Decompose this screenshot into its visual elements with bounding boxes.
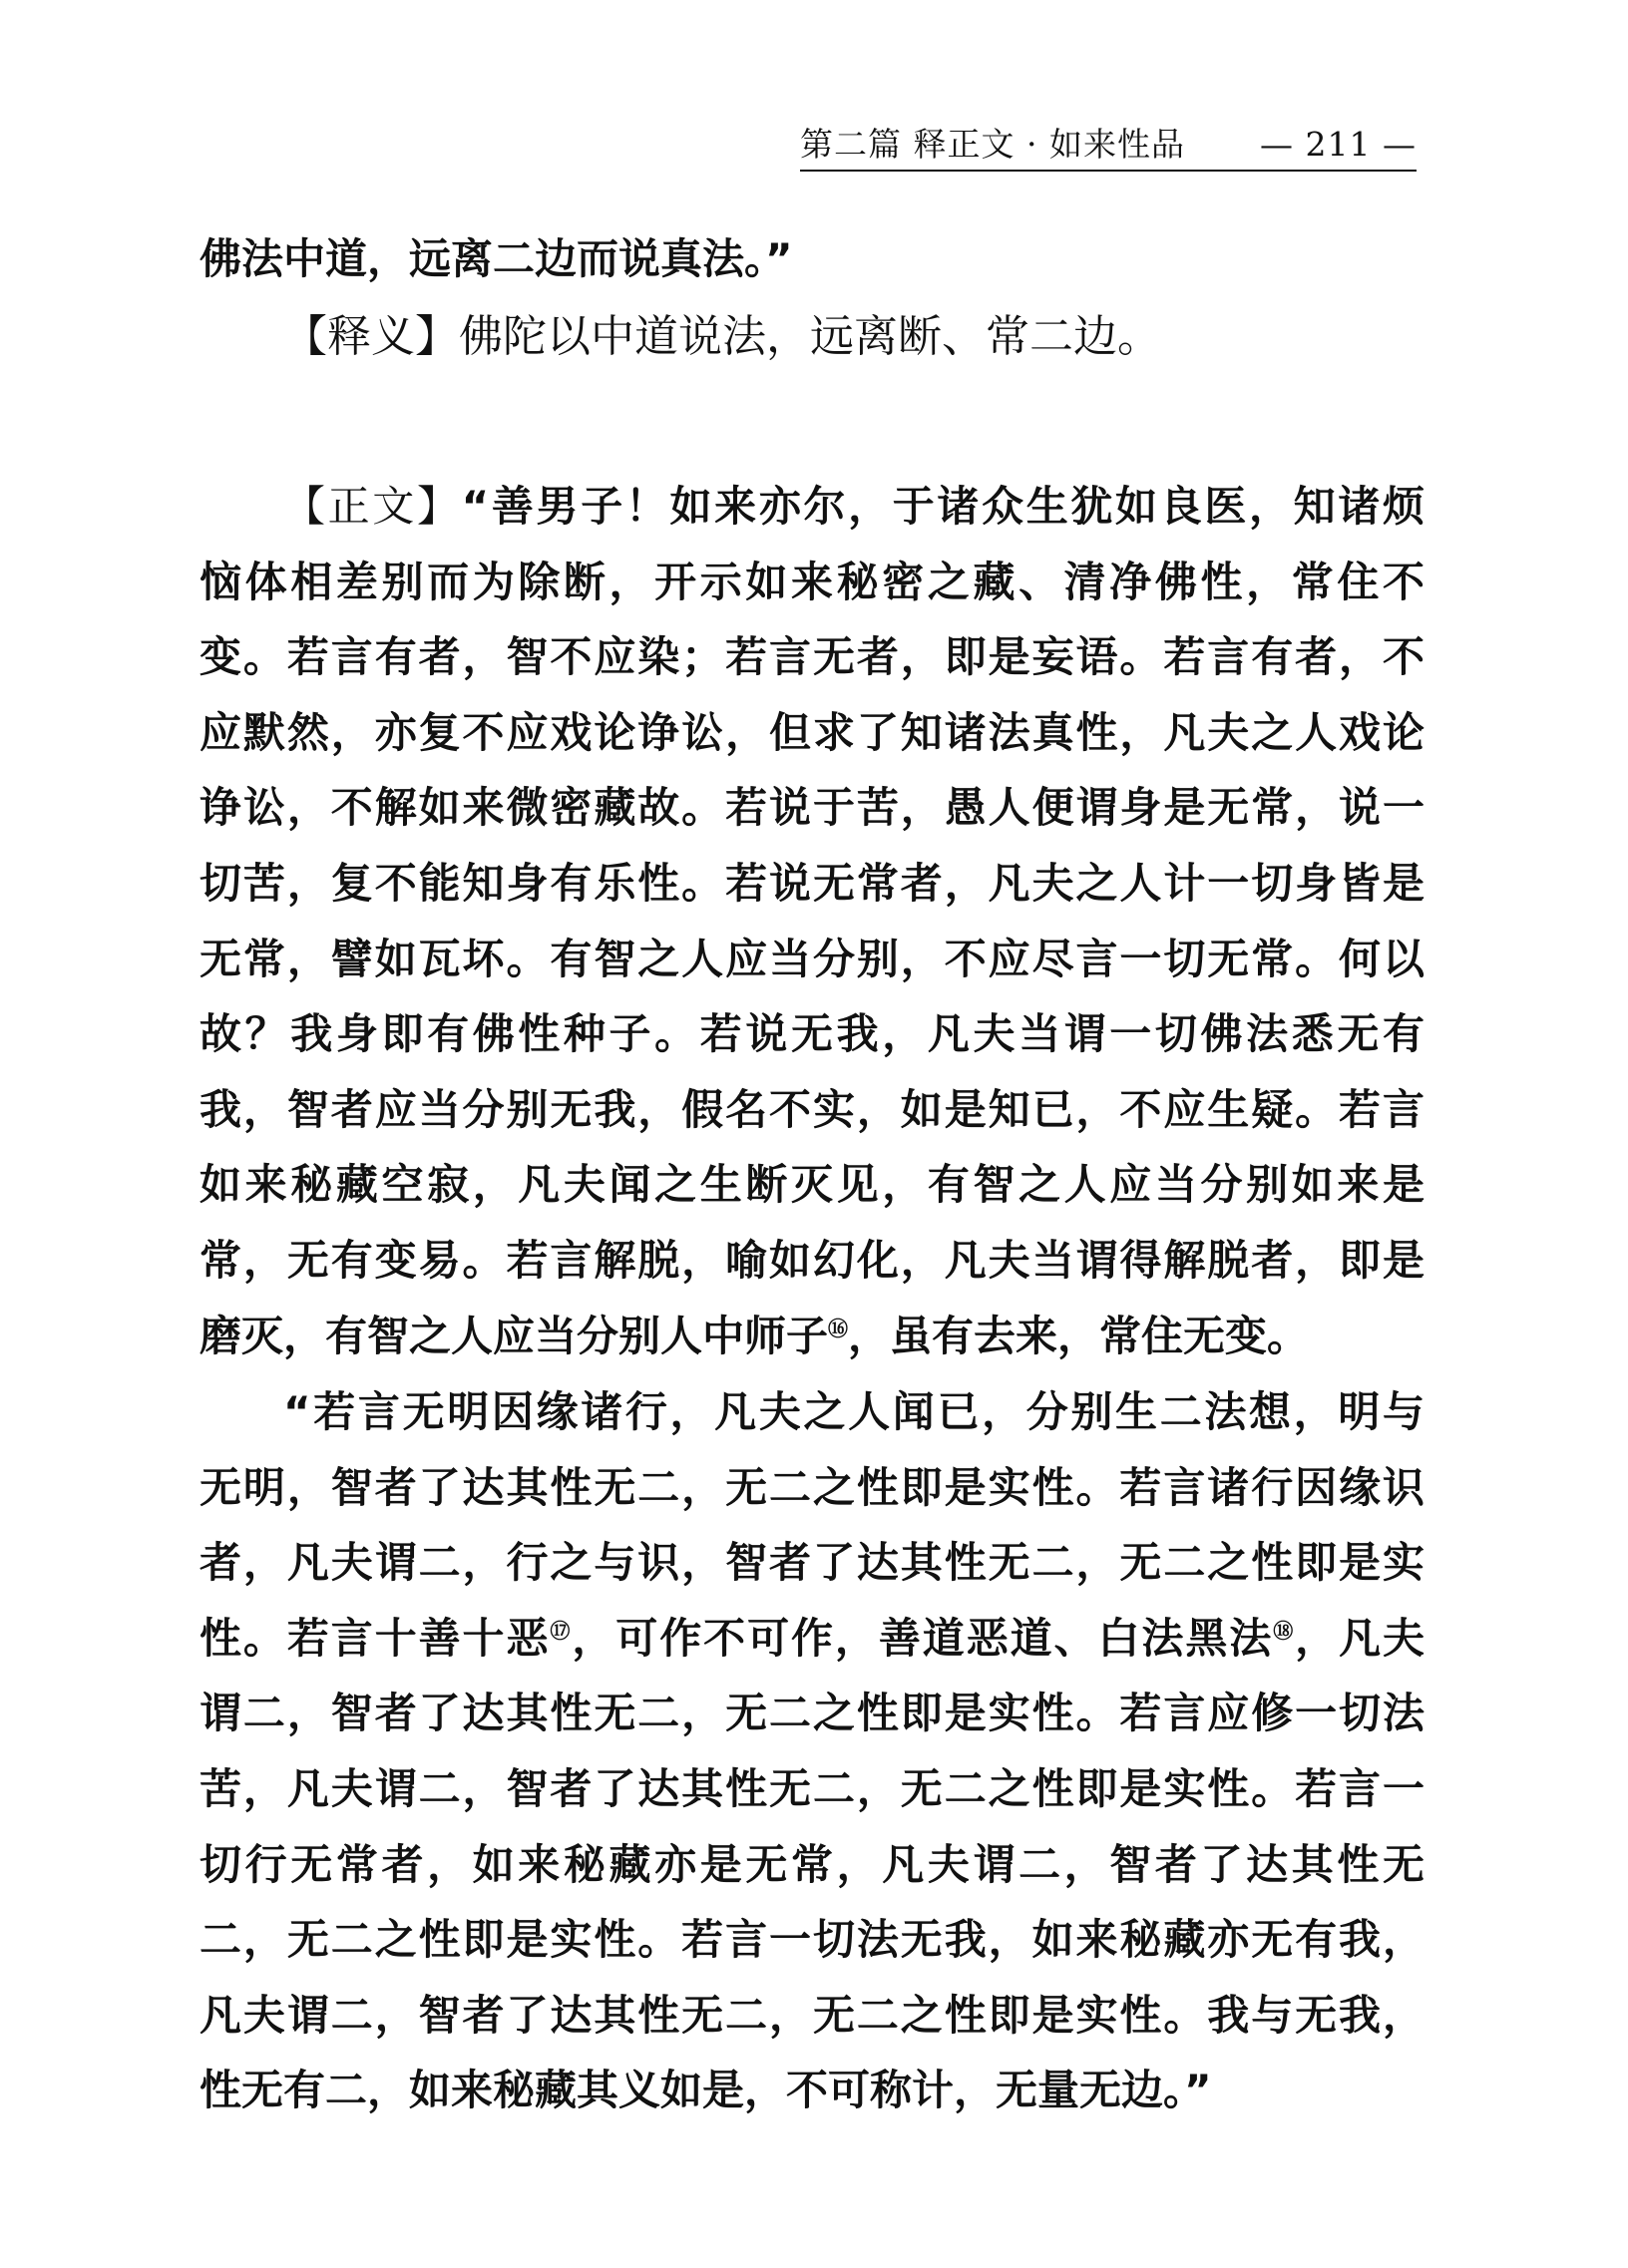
paragraph-second bbox=[200, 1374, 1424, 2128]
text-line: 佛法中道，远离二边而说真法。” bbox=[200, 234, 793, 283]
footnote-marker-18: ⑱ bbox=[1273, 1618, 1296, 1643]
explanation-line bbox=[200, 299, 1424, 375]
text-segment: ，虽有去来，常住无变。 bbox=[848, 1311, 1310, 1360]
text-line: 二，无二之性即是实性。若言一切法无我，如来秘藏亦无有我， bbox=[200, 1915, 1424, 1965]
text-line: 变。若言有者，智不应染；若言无者，即是妄语。若言有者，不 bbox=[200, 632, 1424, 682]
text-line: 切苦，复不能知身有乐性。若说无常者，凡夫之人计一切身皆是 bbox=[200, 858, 1424, 908]
running-head bbox=[800, 120, 1417, 172]
footnote-marker-17: ⑰ bbox=[550, 1618, 573, 1643]
text-line: 性无有二，如来秘藏其义如是，不可称计，无量无边。” bbox=[200, 2066, 1212, 2115]
text-line: 凡夫谓二，智者了达其性无二，无二之性即是实性。我与无我， bbox=[200, 1990, 1424, 2040]
text-line: 如来秘藏空寂，凡夫闻之生断灭见，有智之人应当分别如来是 bbox=[200, 1160, 1424, 1210]
text-line: 我，智者应当分别无我，假名不实，如是知已，不应生疑。若言 bbox=[200, 1084, 1424, 1134]
text-line: 诤讼，不解如来微密藏故。若说于苦，愚人便谓身是无常，说一 bbox=[200, 783, 1424, 833]
footnote-marker-16: ⑯ bbox=[828, 1316, 849, 1340]
main-text-marker: 【正文】 bbox=[283, 482, 462, 531]
main-text-opening: “善男子！如来亦尔，于诸众生犹如良医，知诸烦 bbox=[461, 482, 1424, 531]
text-segment: 性。若言十善十恶 bbox=[200, 1613, 551, 1663]
text-segment: ，凡夫 bbox=[1295, 1613, 1424, 1663]
running-title: 第二篇 释正文 · 如来性品 bbox=[800, 125, 1185, 164]
text-line: 常，无有变易。若言解脱，喻如幻化，凡夫当谓得解脱者，即是 bbox=[200, 1235, 1424, 1285]
text-segment: ，可作不可作，善道恶道、白法黑法 bbox=[572, 1613, 1274, 1663]
text-line bbox=[200, 1299, 1424, 1374]
text-line: 恼体相差别而为除断，开示如来秘密之藏、清净佛性，常住不 bbox=[200, 557, 1424, 606]
text-line: 无常，譬如瓦坏。有智之人应当分别，不应尽言一切无常。何以 bbox=[200, 934, 1424, 983]
text-line bbox=[200, 469, 1424, 545]
paragraph-continuation bbox=[200, 221, 1424, 297]
text-line: 无明，智者了达其性无二，无二之性即是实性。若言诸行因缘识 bbox=[200, 1462, 1424, 1512]
text-line: 故？我身即有佛性种子。若说无我，凡夫当谓一切佛法悉无有 bbox=[200, 1009, 1424, 1059]
text-line: 者，凡夫谓二，行之与识，智者了达其性无二，无二之性即是实 bbox=[200, 1538, 1424, 1588]
paragraph-main-text bbox=[200, 469, 1424, 1373]
text-line bbox=[200, 1601, 1424, 1677]
explanation-text: 佛陀以中道说法，远离断、常二边。 bbox=[459, 311, 1161, 362]
page-number: — 211 — bbox=[1260, 125, 1417, 164]
text-line: 谓二，智者了达其性无二，无二之性即是实性。若言应修一切法 bbox=[200, 1689, 1424, 1738]
text-line: “若言无明因缘诸行，凡夫之人闻已，分别生二法想，明与 bbox=[283, 1387, 1424, 1436]
explanation-marker: 【释义】 bbox=[283, 311, 459, 362]
text-line: 应默然，亦复不应戏论诤讼，但求了知诸法真性，凡夫之人戏论 bbox=[200, 707, 1424, 757]
text-segment: 磨灭，有智之人应当分别人中师子 bbox=[200, 1311, 829, 1360]
text-line: 切行无常者，如来秘藏亦是无常，凡夫谓二，智者了达其性无 bbox=[200, 1839, 1424, 1889]
text-line: 苦，凡夫谓二，智者了达其性无二，无二之性即是实性。若言一 bbox=[200, 1763, 1424, 1813]
paragraph-explanation bbox=[200, 299, 1424, 375]
